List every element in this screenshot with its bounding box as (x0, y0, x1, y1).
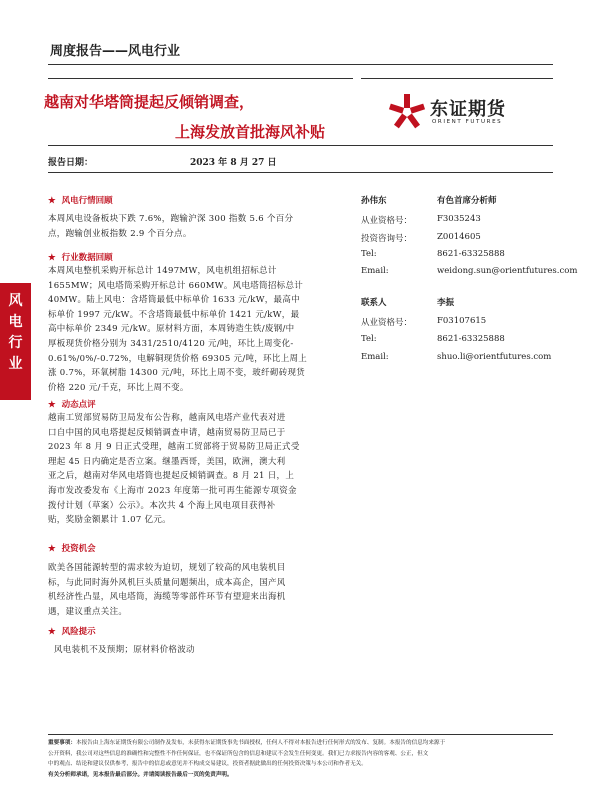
analyst-1-name: 孙伟东 (361, 196, 387, 206)
industry-side-tab (0, 283, 31, 400)
side-tab-text: 风电行业 (8, 293, 23, 372)
analyst-1-value: 8621-63325888 (437, 249, 505, 259)
contact-value: F03107615 (437, 316, 487, 326)
header-divider (48, 64, 553, 65)
section-commentary-body: 越南工贸部贸易防卫局发布公告称，越南风电塔产业代表对进 口自中国的风电塔提起反倾销调查申请，越南贸易防卫局已于 2023 年 8 月 9 日正式受理，越南工贸部将于贸易防卫局正式受 理起 45 日内确定是否立案。继墨西哥，美国，欧洲，澳大利 亚之后，越南对华风电塔筒也提起反倾销调查。8 月 21 日，上 海市发改委发布《上海市 2023 年度第一批可再生能源专项资金 拨付计划（草案）公示》。本次共 4 个海上风电项目获得补 贴，奖励金额累计 1.07 亿元。 (48, 413, 300, 526)
contact-value: 8621-63325888 (437, 334, 505, 344)
disclaimer-divider (48, 734, 553, 735)
report-type-title: 周度报告——风电行业 (50, 44, 181, 59)
headline-bottom-rule (48, 145, 553, 146)
headline-top-rule (48, 78, 353, 79)
disclaimer-text: 公开资料，我公司对这些信息的准确性和完整性不作任何保证，也不保证所包含的信息和建议不会发生任何变更。我们已力求报告内容的客观、公正，但文 (48, 750, 429, 757)
disclaimer-label: 重要事项： (48, 740, 76, 746)
report-date-value: 2023 年 8 月 27 日 (190, 158, 277, 168)
disclaimer (48, 738, 553, 780)
star-icon: ★ (48, 196, 56, 206)
star-icon: ★ (48, 400, 56, 410)
analyst-1-label: 投资咨询号： (361, 234, 413, 244)
section-opportunity-body: 欧美各国能源转型的需求较为迫切，规划了较高的风电装机目 标，与此同时海外风机巨头质量问题频出，成本高企，国产风 机经济性凸显，风电塔筒，海缆等零部件环节有望迎来出海机 遇，建议重点关注。 (48, 563, 286, 617)
section-opportunity-title: ★ 投资机会 (48, 544, 96, 554)
star-icon: ★ (48, 627, 56, 637)
section-market-review-body: 本周风电设备板块下跌 7.6%，跑输沪深 300 指数 5.6 个百分 点，跑输创业板指数 2.9 个百分点。 (48, 214, 294, 239)
star-icon: ★ (48, 544, 56, 554)
contact-label: Email: (361, 352, 389, 362)
contact-label: Tel: (361, 334, 377, 344)
headline-line-2: 上海发放首批海风补贴 (175, 123, 326, 141)
disclaimer-notice: 有关分析师承诺，见本报告最后部分。并请阅读报告最后一页的免责声明。 (48, 771, 233, 778)
section-market-review-title: ★ 风电行情回顾 (48, 196, 113, 206)
headline-line-1: 越南对华塔筒提起反倾销调查， (44, 93, 255, 111)
section-commentary-title: ★ 动态点评 (48, 400, 96, 410)
contact-label: 从业资格号： (361, 318, 413, 328)
contact-email-link[interactable]: shuo.li@orientfutures.com (437, 352, 552, 362)
logo-top-rule (361, 78, 553, 79)
analyst-1-label: Tel: (361, 249, 377, 259)
logo-mark-icon (388, 93, 426, 131)
date-divider (48, 172, 553, 173)
report-date-label: 报告日期： (48, 158, 94, 168)
section-risk-body: 风电装机不及预期；原材料价格波动 (54, 645, 195, 655)
analyst-1-label: Email: (361, 266, 389, 276)
disclaimer-text: 中的观点、结论和建议仅供参考，报告中的信息或意见并不构成交易建议，投资者据此做出的任何投资决策与本公司和作者无关。 (48, 761, 367, 767)
analyst-1-title: 有色首席分析师 (437, 196, 497, 206)
section-industry-data-body: 本周风电整机采购开标总计 1497MW，风电机组招标总计 1655MW；风电塔筒采购开标总计 660MW。风电塔筒招标总计 40MW。陆上风电：含塔筒最低中标单价 1633 元/kW，最高中 标单价 1997 元/kW。不含塔筒最低中标单价 1421 元/kW，最 高中标单价 2349 元/kW。原材料方面，本周铸造生铁/废钢/中 厚板现货价格分别为 3431/2510/4120 元/吨，环比上周变化- 0.61%/0%/-0.72%，电解铜现货价格 69305 元/吨，环比上周上 涨 0.7%，环氧树脂 14300 元/吨，环比上周不变，玻纤砌砖现货 价格 220 元/千克，环比上周不变。 (48, 266, 308, 393)
section-industry-data-title: ★ 行业数据回顾 (48, 253, 113, 263)
contact-name: 李振 (437, 298, 455, 308)
analyst-1-value: F3035243 (437, 214, 481, 224)
analyst-1-label: 从业资格号： (361, 216, 413, 226)
disclaimer-text: 本报告由上海东证期货有限公司制作及发布，未获得东证期货事先书面授权，任何人不得对本报告进行任何形式的发布、复制。本报告的信息均来源于 (75, 740, 446, 746)
analyst-1-email-link[interactable]: weidong.sun@orientfutures.com (437, 266, 578, 276)
contact-label: 联系人 (361, 298, 387, 308)
section-risk-title: ★ 风险提示 (48, 627, 96, 637)
company-logo (388, 93, 553, 133)
analyst-1-value: Z0014605 (437, 232, 481, 242)
star-icon: ★ (48, 253, 56, 263)
logo-text-en: ORIENT FUTURES (432, 119, 503, 125)
logo-text-cn: 东证期货 (430, 99, 506, 120)
